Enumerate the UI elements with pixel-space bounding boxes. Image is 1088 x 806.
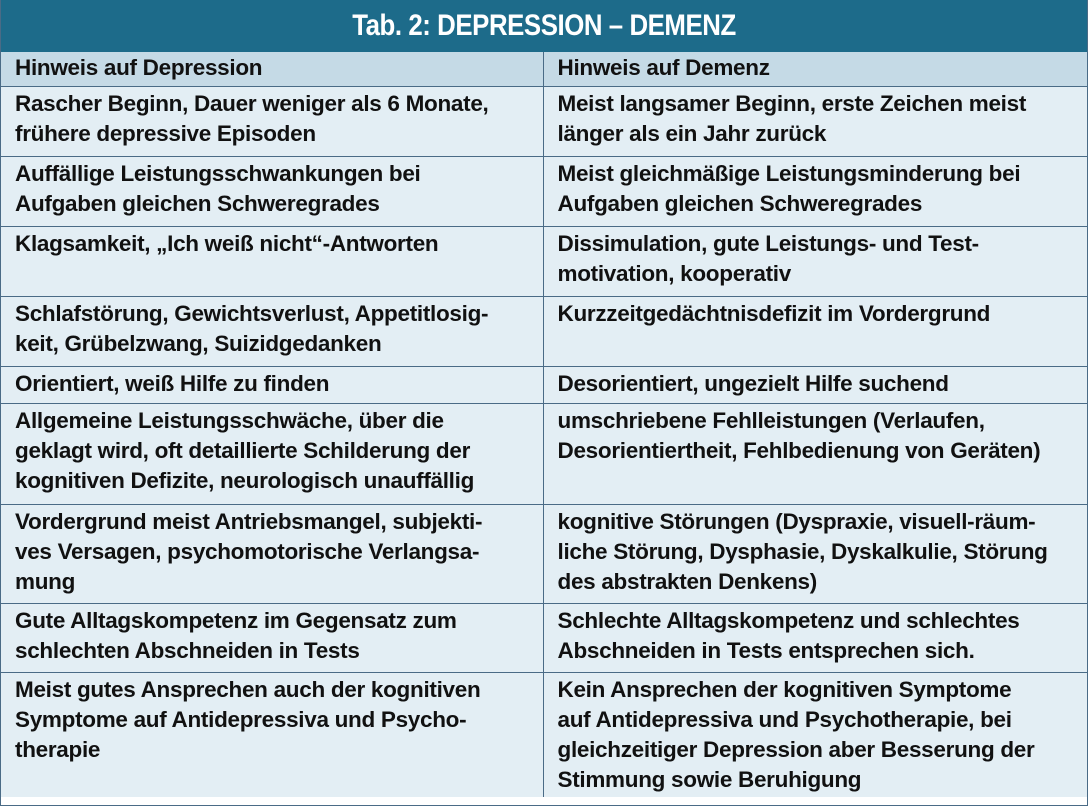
cell-text: Gute Alltagskompetenz im Gegensatz zum schlechten Abschneiden in Tests <box>15 608 457 663</box>
cell-text: Kurzzeitgedächtnisdefizit im Vordergrund <box>557 301 991 326</box>
depression-cell <box>1 604 543 673</box>
cell-text: Schlafstörung, Gewichtsverlust, Appetitlosig- keit, Grübelzwang, Suizidgedanken <box>15 301 489 356</box>
cell-text: umschriebene Fehlleistungen (Verlaufen, Desorientiertheit, Fehlbedienung von Geräten) <box>557 408 1041 463</box>
depression-cell <box>1 367 543 404</box>
cell-text: Desorientiert, ungezielt Hilfe suchend <box>557 371 949 396</box>
comparison-table <box>1 52 1087 797</box>
cell-text: Orientiert, weiß Hilfe zu finden <box>15 371 330 396</box>
depression-cell <box>1 297 543 367</box>
demenz-cell <box>543 404 1087 505</box>
cell-text: Dissimulation, gute Leistungs- und Test- motivation, kooperativ <box>557 231 979 286</box>
demenz-cell <box>543 673 1087 798</box>
table-row <box>1 505 1087 604</box>
demenz-cell <box>543 604 1087 673</box>
table-row <box>1 87 1087 157</box>
depression-cell <box>1 87 543 157</box>
table-title: Tab. 2: DEPRESSION – DEMENZ <box>352 9 736 42</box>
cell-text: Kein Ansprechen der kognitiven Symptome auf Antidepressiva und Psychotherapie, bei gleichzeitiger Depression aber Besserung der Stimmung sowie Beruhigung <box>557 677 1035 792</box>
table-row <box>1 673 1087 798</box>
cell-text: Auffällige Leistungsschwankungen bei Aufgaben gleichen Schweregrades <box>15 161 421 216</box>
table-row <box>1 157 1087 227</box>
table-row <box>1 297 1087 367</box>
header-depression: Hinweis auf Depression <box>1 52 543 87</box>
depression-cell <box>1 505 543 604</box>
depression-cell <box>1 673 543 798</box>
demenz-cell <box>543 157 1087 227</box>
table-row <box>1 367 1087 404</box>
table-title-bar <box>1 0 1087 52</box>
cell-text: Schlechte Alltagskompetenz und schlechtes Abschneiden in Tests entsprechen sich. <box>557 608 1020 663</box>
demenz-cell <box>543 505 1087 604</box>
table-row <box>1 404 1087 505</box>
demenz-cell <box>543 227 1087 297</box>
demenz-cell <box>543 87 1087 157</box>
cell-text: Meist langsamer Beginn, erste Zeichen meist länger als ein Jahr zurück <box>557 91 1027 146</box>
table-row <box>1 227 1087 297</box>
cell-text: Meist gleichmäßige Leistungsminderung bei Aufgaben gleichen Schweregrades <box>557 161 1021 216</box>
depression-cell <box>1 157 543 227</box>
demenz-cell <box>543 297 1087 367</box>
depression-cell <box>1 227 543 297</box>
cell-text: kognitive Störungen (Dyspraxie, visuell-räum- liche Störung, Dysphasie, Dyskalkulie, Störung des abstrakten Denkens) <box>557 509 1048 594</box>
cell-text: Vordergrund meist Antriebsmangel, subjekti- ves Versagen, psychomotorische Verlangsa- mung <box>15 509 483 594</box>
cell-text: Meist gutes Ansprechen auch der kognitiven Symptome auf Antidepressiva und Psycho- therapie <box>15 677 481 762</box>
header-row <box>1 52 1087 87</box>
cell-text: Klagsamkeit, „Ich weiß nicht“-Antworten <box>15 231 439 256</box>
header-demenz: Hinweis auf Demenz <box>543 52 1087 87</box>
demenz-cell <box>543 367 1087 404</box>
cell-text: Allgemeine Leistungsschwäche, über die geklagt wird, oft detaillierte Schilderung der kognitiven Defizite, neurologisch unauffällig <box>15 408 475 493</box>
table-row <box>1 604 1087 673</box>
cell-text: Rascher Beginn, Dauer weniger als 6 Monate, frühere depressive Episoden <box>15 91 489 146</box>
depression-cell <box>1 404 543 505</box>
